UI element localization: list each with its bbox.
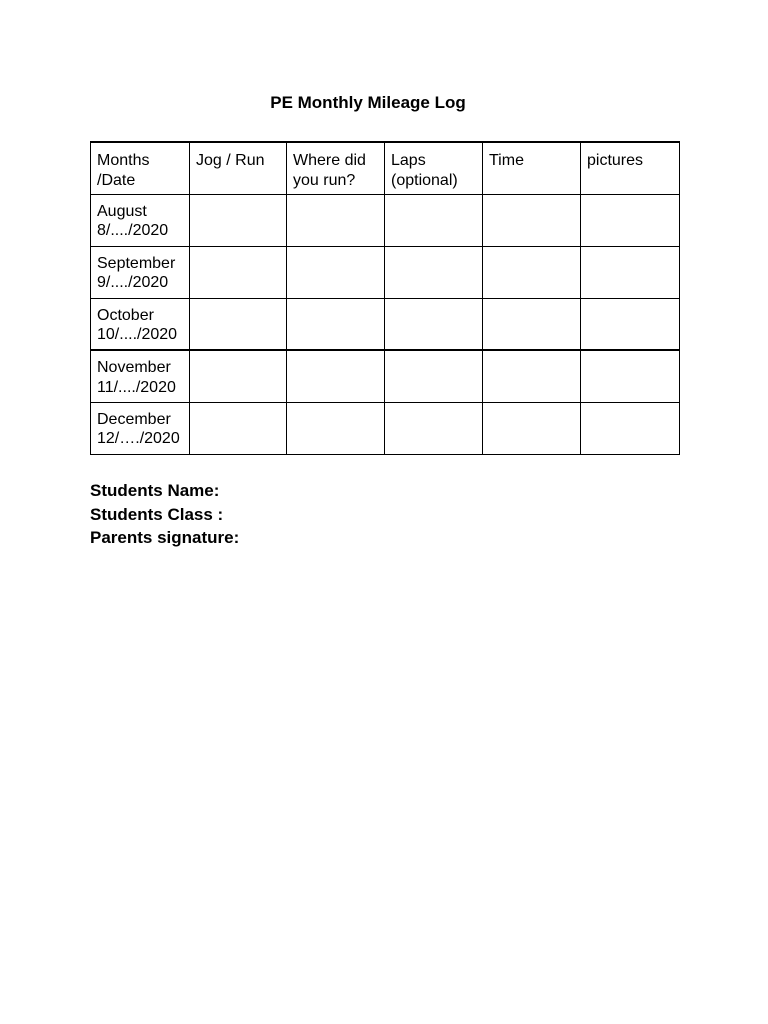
cell-pictures — [581, 194, 680, 246]
cell-laps — [385, 194, 483, 246]
cell-month-date: December 12/…./2020 — [91, 402, 190, 454]
header-laps: Laps (optional) — [385, 142, 483, 194]
cell-time — [483, 194, 581, 246]
cell-month-date: September 9/..../2020 — [91, 246, 190, 298]
cell-location — [287, 402, 385, 454]
cell-month-date: August 8/..../2020 — [91, 194, 190, 246]
cell-time — [483, 402, 581, 454]
cell-month-date: October 10/..../2020 — [91, 298, 190, 350]
cell-jog-run — [190, 350, 287, 402]
cell-pictures — [581, 350, 680, 402]
header-time: Time — [483, 142, 581, 194]
cell-laps — [385, 402, 483, 454]
table-row — [91, 246, 680, 298]
cell-time — [483, 298, 581, 350]
cell-jog-run — [190, 194, 287, 246]
header-months-date: Months /Date — [91, 142, 190, 194]
page-title: PE Monthly Mileage Log — [270, 93, 466, 112]
cell-month-date: November 11/..../2020 — [91, 350, 190, 402]
header-jog-run: Jog / Run — [190, 142, 287, 194]
cell-pictures — [581, 246, 680, 298]
cell-time — [483, 350, 581, 402]
header-pictures: pictures — [581, 142, 680, 194]
cell-pictures — [581, 298, 680, 350]
parents-signature-label: Parents signature: — [90, 528, 240, 547]
table-row — [91, 350, 680, 402]
mileage-log-table — [90, 141, 680, 455]
students-name-label: Students Name: — [90, 481, 220, 500]
table-row — [91, 194, 680, 246]
cell-jog-run — [190, 246, 287, 298]
table-row — [91, 402, 680, 454]
table-header-row — [91, 142, 680, 194]
cell-time — [483, 246, 581, 298]
table-row — [91, 298, 680, 350]
student-info-fields — [90, 479, 239, 550]
cell-location — [287, 194, 385, 246]
cell-laps — [385, 246, 483, 298]
cell-jog-run — [190, 298, 287, 350]
cell-jog-run — [190, 402, 287, 454]
students-class-label: Students Class : — [90, 504, 224, 524]
cell-location — [287, 246, 385, 298]
cell-location — [287, 298, 385, 350]
header-where-did-you-run: Where did you run? — [287, 142, 385, 194]
cell-laps — [385, 350, 483, 402]
cell-laps — [385, 298, 483, 350]
cell-pictures — [581, 402, 680, 454]
cell-location — [287, 350, 385, 402]
